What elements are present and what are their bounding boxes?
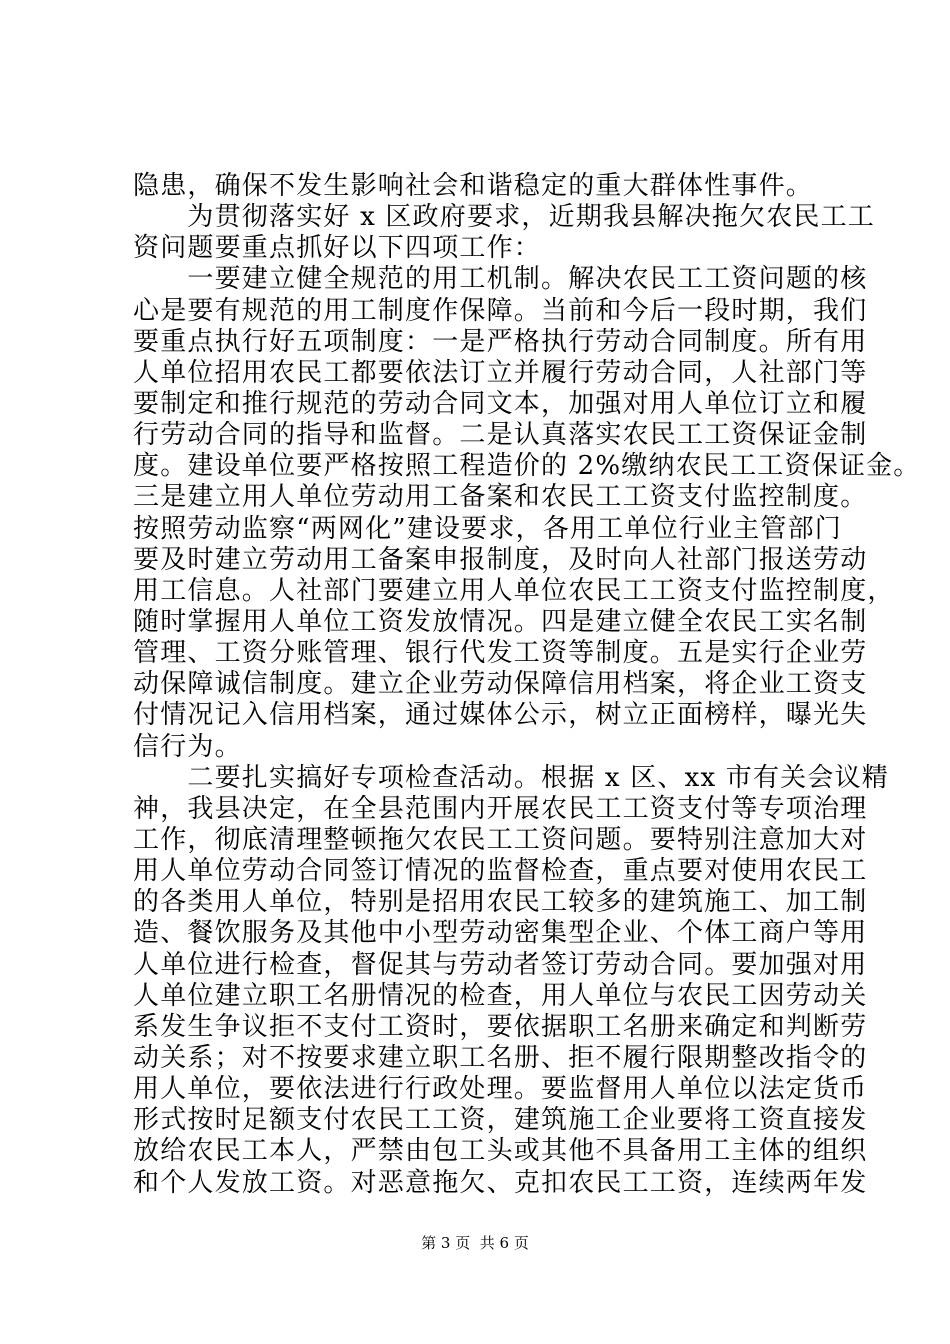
text-line: 要重点执行好五项制度：一是严格执行劳动合同制度。所有用 — [133, 326, 868, 357]
text-line: 造、餐饮服务及其他中小型劳动密集型企业、个体工商户等用 — [133, 918, 868, 949]
text-line: 隐患，确保不发生影响社会和谐稳定的重大群体性事件。 — [133, 171, 814, 201]
text-line: 人单位建立职工名册情况的检查，用人单位与农民工因劳动关 — [133, 980, 868, 1011]
text-line: 心是要有规范的用工制度作保障。当前和今后一段时期，我们 — [133, 295, 868, 326]
text-line: 行劳动合同的指导和监督。二是认真落实农民工工资保证金制 — [133, 420, 868, 451]
text-line: 和个人发放工资。对恶意拖欠、克扣农民工工资，连续两年发 — [133, 1167, 868, 1198]
text-line: 为贯彻落实好 x 区政府要求，近期我县解决拖欠农民工工 — [133, 202, 875, 233]
text-line: 系发生争议拒不支付工资时，要依据职工名册来确定和判断劳 — [133, 1011, 868, 1042]
text-line: 二要扎实搞好专项检查活动。根据 x 区、xx 市有关会议精 — [133, 762, 889, 793]
text-line: 动保障诚信制度。建立企业劳动保障信用档案，将企业工资支 — [133, 669, 868, 700]
text-line: 形式按时足额支付农民工工资，建筑施工企业要将工资直接发 — [133, 1105, 868, 1136]
text-line: 工作，彻底清理整顿拖欠农民工工资问题。要特别注意加大对 — [133, 824, 868, 855]
text-line: 三是建立用人单位劳动用工备案和农民工工资支付监控制度。 — [133, 482, 868, 513]
text-line: 按照劳动监察“两网化”建设要求，各用工单位行业主管部门 — [133, 513, 842, 544]
text-line: 的各类用人单位，特别是招用农民工较多的建筑施工、加工制 — [133, 887, 868, 918]
text-line: 度。建设单位要严格按照工程造价的 2%缴纳农民工工资保证金。 — [133, 451, 921, 482]
text-line: 人单位招用农民工都要依法订立并履行劳动合同，人社部门等 — [133, 357, 868, 388]
text-line: 用人单位，要依法进行行政处理。要监督用人单位以法定货币 — [133, 1074, 868, 1105]
text-line: 用人单位劳动合同签订情况的监督检查，重点要对使用农民工 — [133, 856, 868, 887]
text-line: 动关系；对不按要求建立职工名册、拒不履行限期整改指令的 — [133, 1042, 868, 1073]
text-line: 放给农民工本人，严禁由包工头或其他不具备用工主体的组织 — [133, 1136, 868, 1167]
text-line: 用工信息。人社部门要建立用人单位农民工工资支付监控制度， — [133, 575, 895, 606]
text-line: 要及时建立劳动用工备案申报制度，及时向人社部门报送劳动 — [133, 544, 868, 575]
text-line: 神，我县决定，在全县范围内开展农民工工资支付等专项治理 — [133, 793, 868, 824]
text-line: 付情况记入信用档案，通过媒体公示，树立正面榜样，曝光失 — [133, 700, 868, 731]
text-line: 资问题要重点抓好以下四项工作： — [133, 233, 542, 264]
text-line: 随时掌握用人单位工资发放情况。四是建立健全农民工实名制 — [133, 606, 868, 637]
document-body — [133, 171, 921, 1200]
page-number-label: 第 3 页 共 6 页 — [421, 1234, 529, 1252]
text-line: 人单位进行检查，督促其与劳动者签订劳动合同。要加强对用 — [133, 949, 868, 980]
text-line: 管理、工资分账管理、银行代发工资等制度。五是实行企业劳 — [133, 638, 868, 669]
page-footer — [0, 1233, 950, 1253]
text-line: 一要建立健全规范的用工机制。解决农民工工资问题的核 — [133, 264, 868, 295]
text-line: 要制定和推行规范的劳动合同文本，加强对用人单位订立和履 — [133, 388, 868, 419]
text-line: 信行为。 — [133, 731, 242, 762]
